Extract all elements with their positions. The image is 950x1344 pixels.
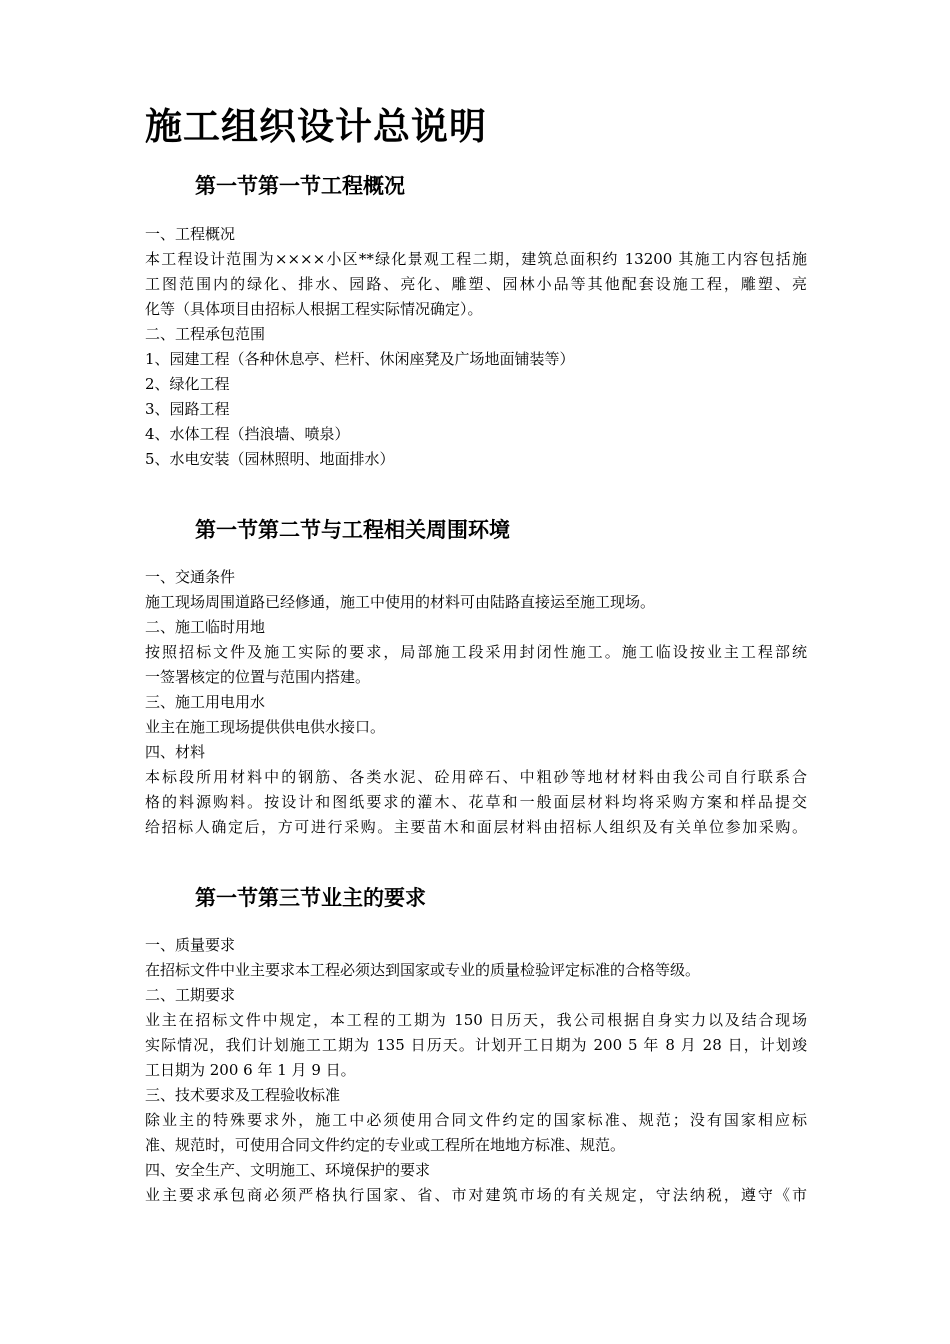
- paragraph-line: 本工程设计范围为××××小区**绿化景观工程二期，建筑总面积约 13200 其施工内容包括施: [145, 250, 807, 268]
- section-body-2: [145, 565, 807, 840]
- list-item: 2、绿化工程: [145, 375, 230, 393]
- paragraph-line: 本标段所用材料中的钢筋、各类水泥、砼用碎石、中粗砂等地材材料由我公司自行联系合: [145, 768, 807, 786]
- paragraph-line: 业主要求承包商必须严格执行国家、省、市对建筑市场的有关规定，守法纳税，遵守《市: [145, 1186, 807, 1204]
- paragraph-line: 工图范围内的绿化、排水、园路、亮化、雕塑、园林小品等其他配套设施工程，雕塑、亮: [145, 275, 807, 293]
- paragraph-line: 业主在招标文件中规定，本工程的工期为 150 日历天，我公司根据自身实力以及结合现场: [145, 1011, 807, 1029]
- paragraph-line: 二、工程承包范围: [145, 325, 266, 343]
- paragraph-line: 二、施工临时用地: [145, 618, 266, 636]
- list-item: 4、水体工程（挡浪墙、喷泉）: [145, 425, 350, 443]
- paragraph-line: 施工现场周围道路已经修通，施工中使用的材料可由陆路直接运至施工现场。: [145, 593, 656, 611]
- paragraph-line: 四、材料: [145, 743, 206, 761]
- list-item: 3、园路工程: [145, 400, 230, 418]
- paragraph-line: 一、质量要求: [145, 936, 236, 954]
- paragraph-line: 给招标人确定后，方可进行采购。主要苗木和面层材料由招标人组织及有关单位参加采购。: [145, 818, 807, 836]
- paragraph-line: 化等（具体项目由招标人根据工程实际情况确定）。: [145, 300, 483, 318]
- section-heading-1: 第一节第一节工程概况: [195, 173, 405, 198]
- section-body-3: [145, 933, 807, 1208]
- section-heading-2: 第一节第二节与工程相关周围环境: [195, 517, 510, 542]
- section-heading-3: 第一节第三节业主的要求: [195, 885, 426, 910]
- paragraph-line: 二、工期要求: [145, 986, 236, 1004]
- paragraph-line: 业主在施工现场提供供电供水接口。: [145, 718, 386, 736]
- paragraph-line: 格的料源购料。按设计和图纸要求的灌木、花草和一般面层材料均将采购方案和样品提交: [145, 793, 807, 811]
- paragraph-line: 一签署核定的位置与范围内搭建。: [145, 668, 371, 686]
- list-item: 5、水电安装（园林照明、地面排水）: [145, 450, 395, 468]
- paragraph-line: 三、施工用电用水: [145, 693, 266, 711]
- paragraph-line: 在招标文件中业主要求本工程必须达到国家或专业的质量检验评定标准的合格等级。: [145, 961, 701, 979]
- paragraph-line: 四、安全生产、文明施工、环境保护的要求: [145, 1161, 431, 1179]
- paragraph-line: 一、交通条件: [145, 568, 236, 586]
- paragraph-line: 准、规范时，可使用合同文件约定的专业或工程所在地地方标准、规范。: [145, 1136, 626, 1154]
- paragraph-line: 实际情况，我们计划施工工期为 135 日历天。计划开工日期为 200 5 年 8 月 28 日，计划竣: [145, 1036, 807, 1054]
- paragraph-line: 除业主的特殊要求外，施工中必须使用合同文件约定的国家标准、规范；没有国家相应标: [145, 1111, 807, 1129]
- paragraph-line: 工日期为 200 6 年 1 月 9 日。: [145, 1061, 356, 1079]
- paragraph-line: 一、工程概况: [145, 225, 236, 243]
- paragraph-line: 按照招标文件及施工实际的要求，局部施工段采用封闭性施工。施工临设按业主工程部统: [145, 643, 807, 661]
- list-item: 1、园建工程（各种休息亭、栏杆、休闲座凳及广场地面铺装等）: [145, 350, 575, 368]
- paragraph-line: 三、技术要求及工程验收标准: [145, 1086, 341, 1104]
- document-title: 施工组织设计总说明: [145, 104, 487, 148]
- section-body-1: [145, 222, 807, 472]
